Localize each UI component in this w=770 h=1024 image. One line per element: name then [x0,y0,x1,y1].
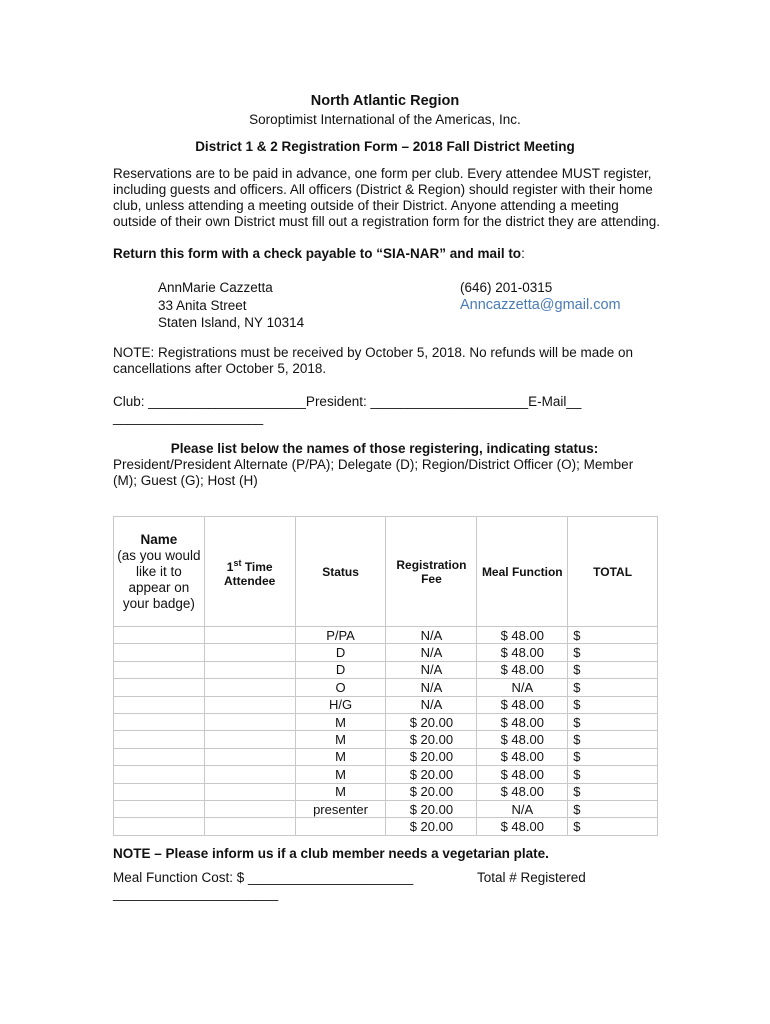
header-first-time-text: Time Attendee [224,559,276,588]
contact-email-link[interactable]: Anncazzetta@gmail.com [460,296,621,313]
total-cell[interactable]: $ [568,679,658,696]
total-registered-field: ______________________ [113,886,279,901]
form-org-name: Soroptimist International of the Americas, Inc. [249,112,521,127]
address-city: Staten Island, NY 10314 [158,315,305,330]
meal-cell: $ 48.00 [477,644,568,661]
first-time-cell[interactable] [204,800,295,817]
meal-cell: $ 48.00 [477,818,568,835]
status-cell: H/G [295,696,386,713]
meal-cell: $ 48.00 [477,696,568,713]
header-total: TOTAL [568,517,658,627]
meal-cell: $ 48.00 [477,661,568,678]
first-time-cell[interactable] [204,766,295,783]
meal-cell: $ 48.00 [477,627,568,644]
deadline-note: NOTE: Registrations must be received by October 5, 2018. No refunds will be made on cancellations after October 5, 2018. [113,345,634,376]
meal-cost-field: Meal Function Cost: $ ______________________ [113,870,414,885]
table-header-row [114,517,658,627]
fee-cell: N/A [386,679,477,696]
header-meal: Meal Function [477,517,568,627]
fee-cell: N/A [386,661,477,678]
first-time-cell[interactable] [204,644,295,661]
total-cell[interactable]: $ [568,800,658,817]
status-cell [295,818,386,835]
header-name [114,517,205,627]
fee-cell: N/A [386,696,477,713]
form-title: District 1 & 2 Registration Form – 2018 Fall District Meeting [195,139,575,154]
table-row [114,679,658,696]
name-cell[interactable] [114,696,205,713]
meal-cell: $ 48.00 [477,766,568,783]
status-cell: M [295,748,386,765]
total-cell[interactable]: $ [568,644,658,661]
status-cell: D [295,644,386,661]
total-cell[interactable]: $ [568,696,658,713]
header-first-time-num: 1 [226,559,234,574]
name-cell[interactable] [114,627,205,644]
first-time-cell[interactable] [204,679,295,696]
return-colon: : [521,246,525,261]
table-row [114,766,658,783]
status-cell: O [295,679,386,696]
table-row [114,783,658,800]
name-cell[interactable] [114,644,205,661]
first-time-cell[interactable] [204,748,295,765]
total-cell[interactable]: $ [568,713,658,730]
table-row [114,696,658,713]
fee-cell: $ 20.00 [386,766,477,783]
fee-cell: $ 20.00 [386,731,477,748]
total-cell[interactable]: $ [568,766,658,783]
return-instructions [113,246,663,262]
total-cell[interactable]: $ [568,661,658,678]
status-cell: M [295,731,386,748]
table-row [114,627,658,644]
header-name-note: (as you would like it to appear on your badge) [117,547,201,611]
name-cell[interactable] [114,731,205,748]
fee-cell: N/A [386,644,477,661]
total-cell[interactable]: $ [568,818,658,835]
fee-cell: $ 20.00 [386,783,477,800]
fee-cell: $ 20.00 [386,748,477,765]
fee-cell: $ 20.00 [386,818,477,835]
address-street: 33 Anita Street [158,297,247,313]
meal-cell: $ 48.00 [477,731,568,748]
status-cell: M [295,783,386,800]
total-cell[interactable]: $ [568,731,658,748]
registrant-list-heading: Please list below the names of those registering, indicating status: [170,441,599,456]
table-row [114,800,658,817]
fee-cell: $ 20.00 [386,713,477,730]
total-cell[interactable]: $ [568,783,658,800]
mailing-address [158,279,304,332]
contact-phone: (646) 201-0315 [460,280,553,295]
total-cell[interactable]: $ [568,627,658,644]
meal-cell: N/A [477,800,568,817]
status-cell: M [295,766,386,783]
status-cell: presenter [295,800,386,817]
name-cell[interactable] [114,713,205,730]
first-time-cell[interactable] [204,818,295,835]
club-president-email-line: Club: _____________________President: _____________________E-Mail______________________ [113,394,582,425]
header-status: Status [295,517,386,627]
status-codes-text: President/President Alternate (P/PA); Delegate (D); Region/District Officer (O); Member (M); Guest (G); Host (H) [113,457,634,488]
contact-info [460,279,621,314]
header-first-time [204,517,295,627]
first-time-cell[interactable] [204,783,295,800]
total-cell[interactable]: $ [568,748,658,765]
first-time-cell[interactable] [204,627,295,644]
header-first-time-sup: st [233,557,242,568]
vegetarian-note: NOTE – Please inform us if a club member needs a vegetarian plate. [113,846,549,861]
address-name: AnnMarie Cazzetta [158,280,273,295]
meal-cell: N/A [477,679,568,696]
total-registered-label: Total # Registered [477,870,586,885]
meal-cell: $ 48.00 [477,713,568,730]
table-row [114,731,658,748]
registration-table [113,516,658,836]
table-row [114,818,658,835]
status-cell: P/PA [295,627,386,644]
first-time-cell[interactable] [204,696,295,713]
header-name-bold: Name [140,531,178,547]
table-row [114,644,658,661]
first-time-cell[interactable] [204,731,295,748]
form-region-title: North Atlantic Region [310,93,460,109]
meal-cell: $ 48.00 [477,783,568,800]
table-row [114,748,658,765]
name-cell[interactable] [114,800,205,817]
status-cell: D [295,661,386,678]
first-time-cell[interactable] [204,713,295,730]
fee-cell: $ 20.00 [386,800,477,817]
header-fee: Registration Fee [386,517,477,627]
name-cell[interactable] [114,818,205,835]
meal-cell: $ 48.00 [477,748,568,765]
name-cell[interactable] [114,679,205,696]
table-row [114,661,658,678]
name-cell[interactable] [114,766,205,783]
name-cell[interactable] [114,661,205,678]
status-cell: M [295,713,386,730]
return-text: Return this form with a check payable to “SIA-NAR” and mail to [113,246,522,261]
table-row [114,713,658,730]
first-time-cell[interactable] [204,661,295,678]
reservations-paragraph: Reservations are to be paid in advance, one form per club. Every attendee MUST register, including guests and officers. All officers (District & Region) should register with their home club, unless attending a meeting outside of their District. Anyone attending a meeting outside of their own District must fill out a registration form for the district they are attending. [113,166,660,229]
name-cell[interactable] [114,748,205,765]
fee-cell: N/A [386,627,477,644]
name-cell[interactable] [114,783,205,800]
